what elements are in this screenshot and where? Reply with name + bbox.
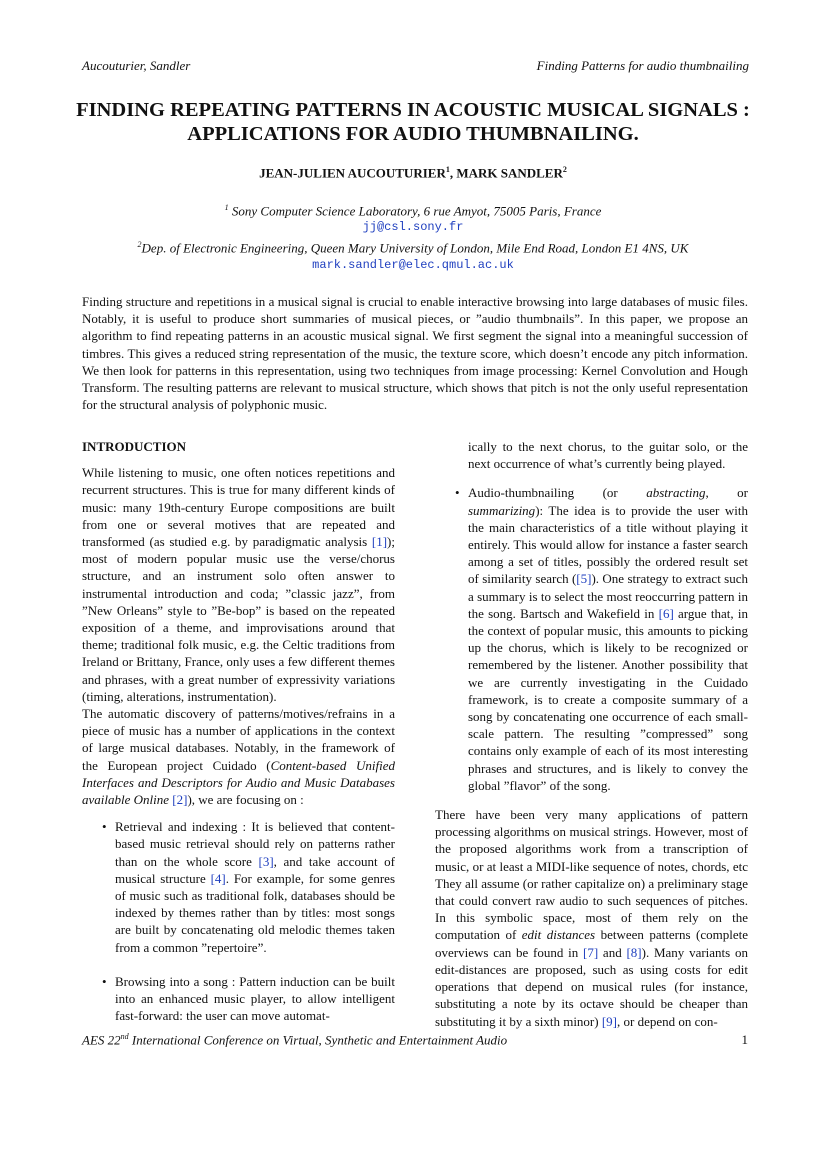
intro-p1-text-b: ); most of modern popular music use the verse/chorus structure, and an instrument solo often answer to instrumental introduction and coda; ”classic jazz”, from ”New Orleans” style to ”Be-bop” is based on the repeated exposition of a theme, and improvisations around that theme; traditional folk music, e.g. the Celtic traditions from Ireland or Brittany, France, only uses a few different themes and phrases, with a great number of expressivity variations (timing, alterations, instrumentation).	[82, 534, 395, 704]
footer-ordinal: nd	[120, 1032, 129, 1041]
citation-2[interactable]: [2]	[172, 792, 188, 808]
title-line-2: APPLICATIONS FOR AUDIO THUMBNAILING.	[187, 123, 639, 145]
intro-p1-text-a: While listening to music, one often notices repetitions and recurrent structures. This is true for many different kinds of music: many 19th-century Europe compositions are built from one or several motives that are repeated and transformed (as studied e.g. by paradigmatic analysis	[82, 465, 395, 550]
footer-conference	[82, 1032, 507, 1048]
pattern-processing-paragraph	[435, 806, 748, 1030]
pp-text-c: and	[598, 944, 627, 960]
affiliation-1-mark: 1	[224, 203, 229, 212]
retrieval-text-a: Retrieval and indexing : It is believed that content-based music retrieval should rely on patterns rather than on the whole score	[115, 819, 395, 869]
application-list	[82, 818, 395, 1024]
application-list-continued	[435, 484, 748, 794]
email-2[interactable]: mark.sandler@elec.qmul.ac.uk	[312, 257, 514, 272]
pp-text-b: between patterns (complete overviews can be found in	[435, 927, 748, 960]
citation-5[interactable]: [5]	[576, 571, 592, 587]
citation-7[interactable]: [7]	[583, 944, 599, 960]
pp-text-d: ). Many variants on edit-distances are proposed, such as using costs for edit operations that depend on musical rules (for instance, substituting a note by its octave should be cheaper than substituting it by a sixth minor)	[435, 944, 748, 1029]
affiliation-2-text: Dep. of Electronic Engineering, Queen Mary University of London, Mile End Road, London E1 4NS, UK	[141, 240, 689, 256]
list-item-thumbnailing	[435, 484, 748, 794]
thumb-text-c: ): The idea is to provide the user with the main characteristics of a title without playing it entirely. This would allow for instance a faster search among a set of titles, possibly the ordered result set of similarity search (	[468, 502, 748, 587]
browsing-text: Browsing into a song : Pattern induction can be built into an enhanced music player, to allow intelligent fast-forward: the user can move automat-	[115, 973, 395, 1024]
intro-paragraph-1	[82, 464, 395, 705]
bullet-icon: •	[102, 819, 107, 835]
retrieval-text-c: . For example, for some genres of music such as traditional folk, databases should be indexed by themes rather than by titles: most songs are built by concatenating old melodic themes taken from a common ”repertoire”.	[115, 870, 395, 955]
citation-4[interactable]: [4]	[210, 870, 226, 886]
page-number: 1	[741, 1032, 748, 1047]
retrieval-text-b: , and take account of musical structure	[115, 853, 395, 886]
author-2: MARK SANDLER	[456, 165, 563, 181]
list-item-retrieval	[82, 818, 395, 956]
footer-text-b: International Conference on Virtual, Synthetic and Entertainment Audio	[128, 1032, 508, 1048]
author-1-affil-mark: 1	[445, 165, 450, 174]
author-1: JEAN-JULIEN AUCOUTURIER	[259, 165, 446, 181]
intro-p2-text-a: The automatic discovery of patterns/motives/refrains in a piece of music has a number of applications in the context of large musical databases. Notably, in the framework of the European project Cuidado (	[82, 706, 395, 773]
affiliations	[60, 199, 766, 274]
citation-8[interactable]: [8]	[626, 944, 642, 960]
intro-paragraph-2	[82, 705, 395, 808]
thumb-italic-summarizing: summarizing	[468, 502, 536, 518]
bullet-icon: •	[102, 973, 107, 989]
footer-text-a: AES 22	[82, 1032, 121, 1048]
cuidado-expansion: Content-based Unified Interfaces and Descriptors for Audio and Music Databases available Online	[82, 757, 395, 808]
paper-title	[60, 98, 766, 146]
left-column	[82, 438, 395, 1042]
affiliation-2	[60, 236, 766, 256]
email-1[interactable]: jj@csl.sony.fr	[362, 220, 464, 235]
author-list	[60, 165, 766, 181]
citation-9[interactable]: [9]	[601, 1013, 618, 1029]
pp-italic-edit-distances: edit distances	[521, 927, 596, 943]
right-column	[435, 438, 748, 1030]
author-separator: ,	[449, 165, 457, 181]
author-2-affil-mark: 2	[562, 165, 567, 174]
bullet-icon: •	[455, 485, 460, 501]
browsing-continuation: ically to the next chorus, to the guitar solo, or the next occurrence of what’s currently being played.	[468, 439, 748, 472]
affiliation-1	[60, 199, 766, 219]
list-item-browsing	[82, 973, 395, 1025]
thumb-italic-abstracting: abstracting	[646, 485, 706, 501]
affiliation-2-mark: 2	[137, 240, 142, 250]
thumb-text-d: ). One strategy to extract such a summary is to select the most reoccurring pattern in the song. Bartsch and Wakefield in	[468, 571, 748, 621]
abstract: Finding structure and repetitions in a musical signal is crucial to enable interactive browsing into large databases of music files. Notably, it is useful to produce short summaries of musical pieces, or ”audio thumbnails”. In this paper, we propose an algorithm to find repeating patterns in an acoustic musical signal. We first segment the signal into a meaningful succession of timbres. This gives a reduced string representation of the music, the texture score, which doesn’t encode any pitch information. We then look for patterns in this representation, using two techniques from image processing: Kernel Convolution and Hough Transform. The resulting patterns are relevant to musical structure, which shows that pitch is not the only useful representation for the structural analysis of polyphonic music.	[82, 294, 748, 413]
running-header-authors: Aucouturier, Sandler	[82, 58, 191, 73]
running-header-title: Finding Patterns for audio thumbnailing	[536, 58, 749, 73]
intro-p2-text-c: ), we are focusing on :	[187, 792, 304, 808]
thumb-text-a: Audio-thumbnailing (or	[468, 485, 647, 501]
citation-3[interactable]: [3]	[258, 853, 274, 869]
citation-6[interactable]: [6]	[658, 605, 674, 621]
title-line-1: FINDING REPEATING PATTERNS IN ACOUSTIC MUSICAL SIGNALS :	[76, 99, 750, 121]
section-heading-introduction: INTRODUCTION	[82, 439, 187, 454]
thumb-text-e: argue that, in the context of popular music, this amounts to picking up the chorus, which is likely to be recognized or remembered by the listener. Another possibility that we are currently investigating in the Cuidado framework, is to create a composite summary of a song by concatenating one occurrence of each small-scale pattern. The resulting ”compressed” song contains only example of each of its most interesting phrases and structures, and is likely to convey the global ”flavor” of the song.	[468, 605, 749, 793]
thumb-text-b: , or	[705, 485, 748, 501]
pp-text-e: , or depend on con-	[617, 1013, 718, 1029]
pp-text-a: There have been very many applications of pattern processing algorithms on musical strings. However, most of the proposed algorithms work from a transcription of music, or at least a MIDI-like sequence of notes, chords, etc They all assume (or rather capitalize on) a preliminary stage that could convert raw audio to such sequences of pitches. In this symbolic space, most of them rely on the computation of	[435, 807, 748, 943]
affiliation-1-text: Sony Computer Science Laboratory, 6 rue Amyot, 75005 Paris, France	[231, 203, 602, 219]
citation-1[interactable]: [1]	[371, 534, 388, 550]
